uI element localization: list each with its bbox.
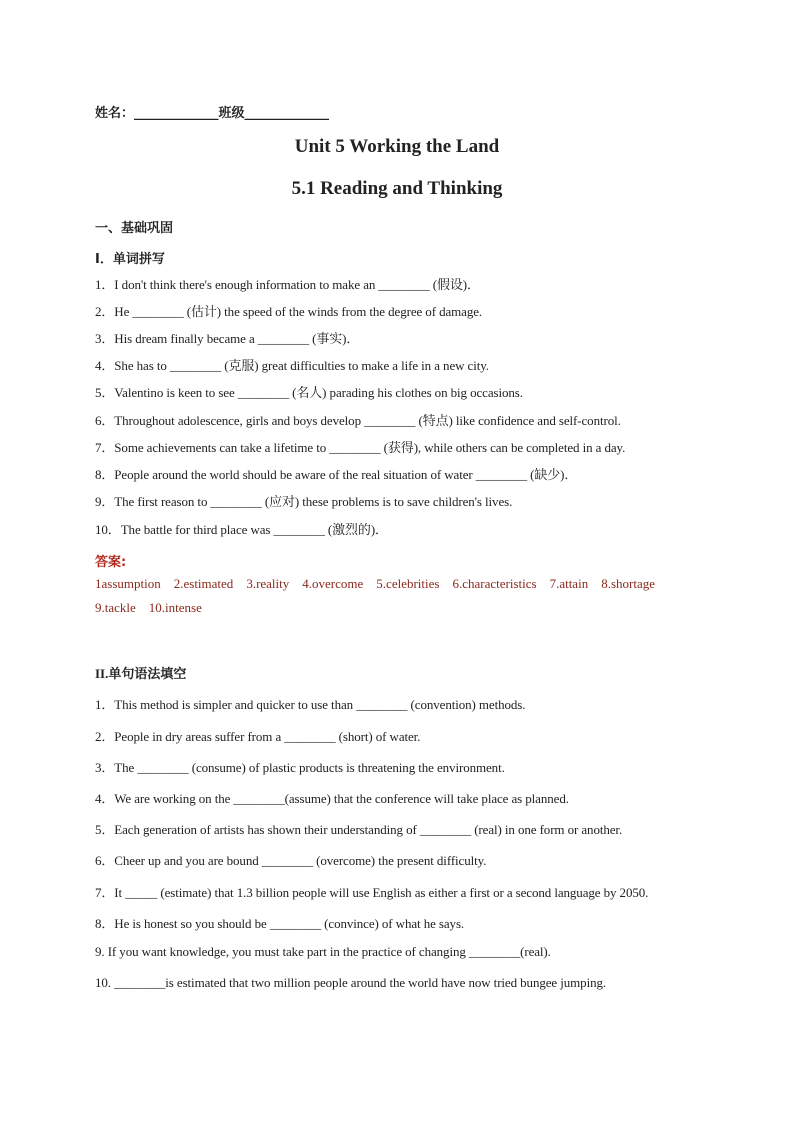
part2-item: 4．We are working on the ________(assume) that the conference will take place as planned. [95,791,569,806]
student-info-line [95,102,329,121]
answer-item: 8.shortage [601,576,655,591]
answer-item: 5.celebrities [376,576,440,591]
part2-heading: II.单句语法填空 [95,666,187,681]
part2-item: 9. If you want knowledge, you must take part in the practice of changing ________(real). [95,944,551,959]
lesson-subtitle: 5.1 Reading and Thinking [291,178,503,199]
part1-item: 10．The battle for third place was ________ (激烈的)． [95,522,388,537]
unit-title: Unit 5 Working the Land [294,136,500,157]
part1-item: 5．Valentino is keen to see ________ (名人) parading his clothes on big occasions. [95,385,523,400]
section-heading-basics: 一、基础巩固 [95,221,174,236]
answer-item: 9.tackle [95,600,136,615]
part1-item: 7．Some achievements can take a lifetime to ________ (获得), while others can be completed in a day. [95,440,626,455]
name-blank[interactable]: _____________ [134,106,219,121]
part2-item: 1．This method is simpler and quicker to use than ________ (convention) methods. [95,697,526,712]
answer-item: 1assumption [95,576,161,591]
answer-item: 10.intense [148,600,202,615]
part2-item: 7．It _____ (estimate) that 1.3 billion people will use English as either a first or a second language by 2050. [95,885,649,900]
part1-item: 1．I don't think there's enough information to make an ________ (假设)． [95,277,480,292]
part2-item: 8．He is honest so you should be ________ (convince) of what he says. [95,916,465,931]
part1-item: 2．He ________ (估计) the speed of the winds from the degree of damage. [95,304,483,319]
part2-item: 3．The ________ (consume) of plastic products is threatening the environment. [95,760,505,775]
part2-item: 5．Each generation of artists has shown their understanding of ________ (real) in one form or another. [95,822,623,837]
answers-line-1 [95,576,668,592]
class-label: 班级 [218,106,245,121]
part1-heading: I．单词拼写 [95,252,165,267]
answer-item: 6.characteristics [452,576,537,591]
part1-item: 6．Throughout adolescence, girls and boys develop ________ (特点) like confidence and self-control. [95,413,621,428]
name-label: 姓名： [95,106,135,121]
part1-item: 8．People around the world should be aware of the real situation of water ________ (缺少)． [95,467,578,482]
answer-item: 4.overcome [302,576,364,591]
part1-item: 9．The first reason to ________ (应对) these problems is to save children's lives. [95,494,513,509]
answers-line-2 [95,600,215,616]
part2-item: 10. ________is estimated that two million people around the world have now tried bungee jumping. [95,975,607,990]
answer-item: 2.estimated [173,576,234,591]
part2-item: 2．People in dry areas suffer from a ________ (short) of water. [95,729,421,744]
answers-label: 答案: [95,555,127,570]
answer-item: 3.reality [246,576,290,591]
part2-item: 6．Cheer up and you are bound ________ (overcome) the present difficulty. [95,853,487,868]
class-blank[interactable]: _____________ [244,106,330,121]
answer-item: 7.attain [549,576,589,591]
part1-item: 4．She has to ________ (克服) great difficulties to make a life in a new city. [95,358,489,373]
part1-item: 3．His dream finally became a ________ (事实)． [95,331,360,346]
